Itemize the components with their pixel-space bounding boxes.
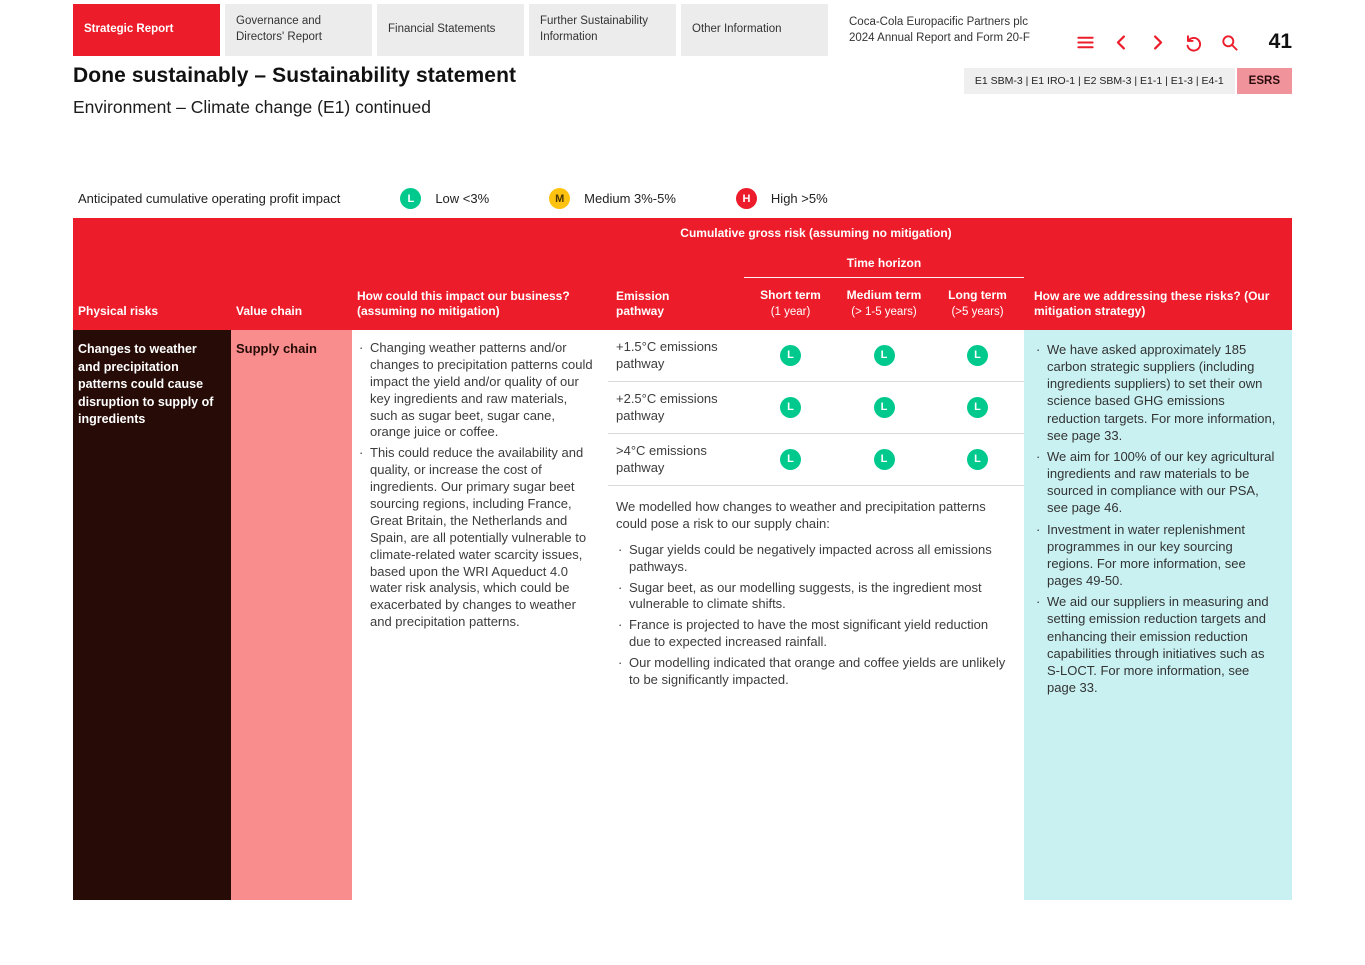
header-cumulative-gross-risk: Cumulative gross risk (assuming no mitigation) [680,226,952,240]
report-brand [849,4,1030,56]
rating-low-icon: L [967,397,988,418]
chevron-right-icon[interactable] [1148,33,1167,52]
page-title: Done sustainably – Sustainability statement [73,64,517,87]
modelling-bullet: · France is projected to have the most significant yield reduction due to expected increased rainfall. [616,617,1012,651]
column-header-physical-risks: Physical risks [78,304,159,319]
rating-low-icon: L [780,397,801,418]
emission-pathway-line2: pathway [616,304,665,319]
medium-term-label: Medium term [846,288,922,303]
impact-bullet: · Changing weather patterns and/or changes to precipitation patterns could impact the yield and/or quality of our key ingredients and raw materials, such as sugar beet, sugar cane, orange juice or coffee. [357,340,596,441]
rating-low-icon: L [780,345,801,366]
cell-emission-pathways [608,330,1024,900]
modelling-intro: We modelled how changes to weather and precipitation patterns could pose a risk to our supply chain: [616,499,986,531]
tab-further-sustainability-information[interactable]: Further Sustainability Information [529,4,676,56]
rating-low-icon: L [874,449,895,470]
column-header-value-chain: Value chain [236,304,303,319]
pathway-row-1-5c [608,330,1024,382]
tab-financial-statements[interactable]: Financial Statements [377,4,524,56]
column-header-medium-term [837,278,931,330]
legend-high-text: High >5% [770,191,828,206]
emission-pathway-line1: Emission [616,288,670,303]
legend-medium-text: Medium 3%-5% [584,191,676,206]
pathway-label: >4°C emissions pathway [616,442,707,475]
legend-item-low [400,188,489,209]
page-header [73,64,516,118]
undo-icon[interactable] [1184,33,1203,52]
esrs-badge: ESRS [1237,68,1292,94]
rating-low-icon: L [874,345,895,366]
legend-item-medium [549,188,676,209]
legend-item-high [736,188,828,209]
modelling-summary [608,486,1024,689]
rating-low-icon: L [967,345,988,366]
page-subtitle: Environment – Climate change (E1) continued [73,97,431,117]
column-header-short-term [744,278,837,330]
pathway-label: +2.5°C emissions pathway [616,390,718,423]
brand-line2: 2024 Annual Report and Form 20-F [849,32,1030,44]
cell-impact-description [352,330,608,900]
medium-impact-icon: M [549,188,570,209]
pathway-row-2-5c [608,382,1024,434]
brand-line1: Coca-Cola Europacific Partners plc [849,15,1028,28]
high-impact-icon: H [736,188,757,209]
low-impact-icon: L [400,188,421,209]
menu-icon[interactable] [1076,33,1095,52]
legend-low-text: Low <3% [435,191,490,206]
column-header-emission-pathway [608,278,744,330]
mitigation-bullet: · We aid our suppliers in measuring and setting emission reduction targets and enhancing their emission reduction capabilities through initiatives such as S-LOCT. For more information, see page 33. [1034,593,1280,696]
pathway-row-4c [608,434,1024,486]
climate-risk-table [73,218,1292,900]
table-header [73,218,1292,330]
column-header-long-term [931,278,1024,330]
modelling-bullet: · Sugar yields could be negatively impacted across all emissions pathways. [616,542,1012,576]
short-term-range: (1 year) [770,306,811,319]
nav-icons [1076,4,1239,56]
search-icon[interactable] [1220,33,1239,52]
cell-physical-risk: Changes to weather and precipitation patterns could cause disruption to supply of ingredients [73,330,231,900]
page-number: 41 [1268,30,1292,53]
impact-bullet: · This could reduce the availability and quality, or increase the cost of ingredients. Our primary sugar beet sourcing regions, including France, Great Britain, the Netherlands and Spain, are all potentially vulnerable to climate-related water scarcity issues, based upon the WRI Aqueduct 4.0 water risk analysis, which could be exacerbated by changes to weather and precipitation patterns. [357,445,596,631]
medium-term-range: (> 1-5 years) [851,306,917,319]
column-header-addressing: How are we addressing these risks? (Our mitigation strategy) [1034,288,1270,319]
tab-other-information[interactable]: Other Information [681,4,828,56]
long-term-label: Long term [948,288,1007,303]
esrs-codes-bar [964,68,1292,94]
top-nav [73,4,1292,56]
modelling-bullet: · Our modelling indicated that orange and coffee yields are unlikely to be significantly impacted. [616,655,1012,689]
pathway-label: +1.5°C emissions pathway [616,338,718,371]
tab-governance-directors-report[interactable]: Governance and Directors' Report [225,4,372,56]
column-header-impact: How could this impact our business? (assuming no mitigation) [357,288,570,319]
modelling-bullets [616,542,1012,689]
impact-legend [73,188,828,209]
esrs-codes: E1 SBM-3 | E1 IRO-1 | E2 SBM-3 | E1-1 | E1-3 | E4-1 [964,68,1235,94]
mitigation-bullet: · We aim for 100% of our key agricultural ingredients and raw materials to be sourced in compliance with our PSA, see page 46. [1034,448,1280,517]
mitigation-bullet: · We have asked approximately 185 carbon strategic suppliers (including ingredients suppliers) to set their own science based GHG emissions reduction targets. For more information, see page 33. [1034,341,1280,444]
rating-low-icon: L [874,397,895,418]
cell-mitigation-strategy [1024,330,1292,900]
short-term-label: Short term [760,288,821,303]
table-body [73,330,1292,900]
long-term-range: (>5 years) [951,306,1004,319]
tab-strategic-report[interactable]: Strategic Report [73,4,220,56]
rating-low-icon: L [780,449,801,470]
cell-value-chain: Supply chain [231,330,352,900]
rating-low-icon: L [967,449,988,470]
chevron-left-icon[interactable] [1112,33,1131,52]
legend-label: Anticipated cumulative operating profit impact [78,191,341,206]
modelling-bullet: · Sugar beet, as our modelling suggests, is the ingredient most vulnerable to climate shifts. [616,580,1012,614]
nav-spacer [1030,4,1076,56]
mitigation-bullet: · Investment in water replenishment programmes in our key sourcing regions. For more information, see pages 49-50. [1034,521,1280,590]
header-time-horizon: Time horizon [744,248,1024,278]
